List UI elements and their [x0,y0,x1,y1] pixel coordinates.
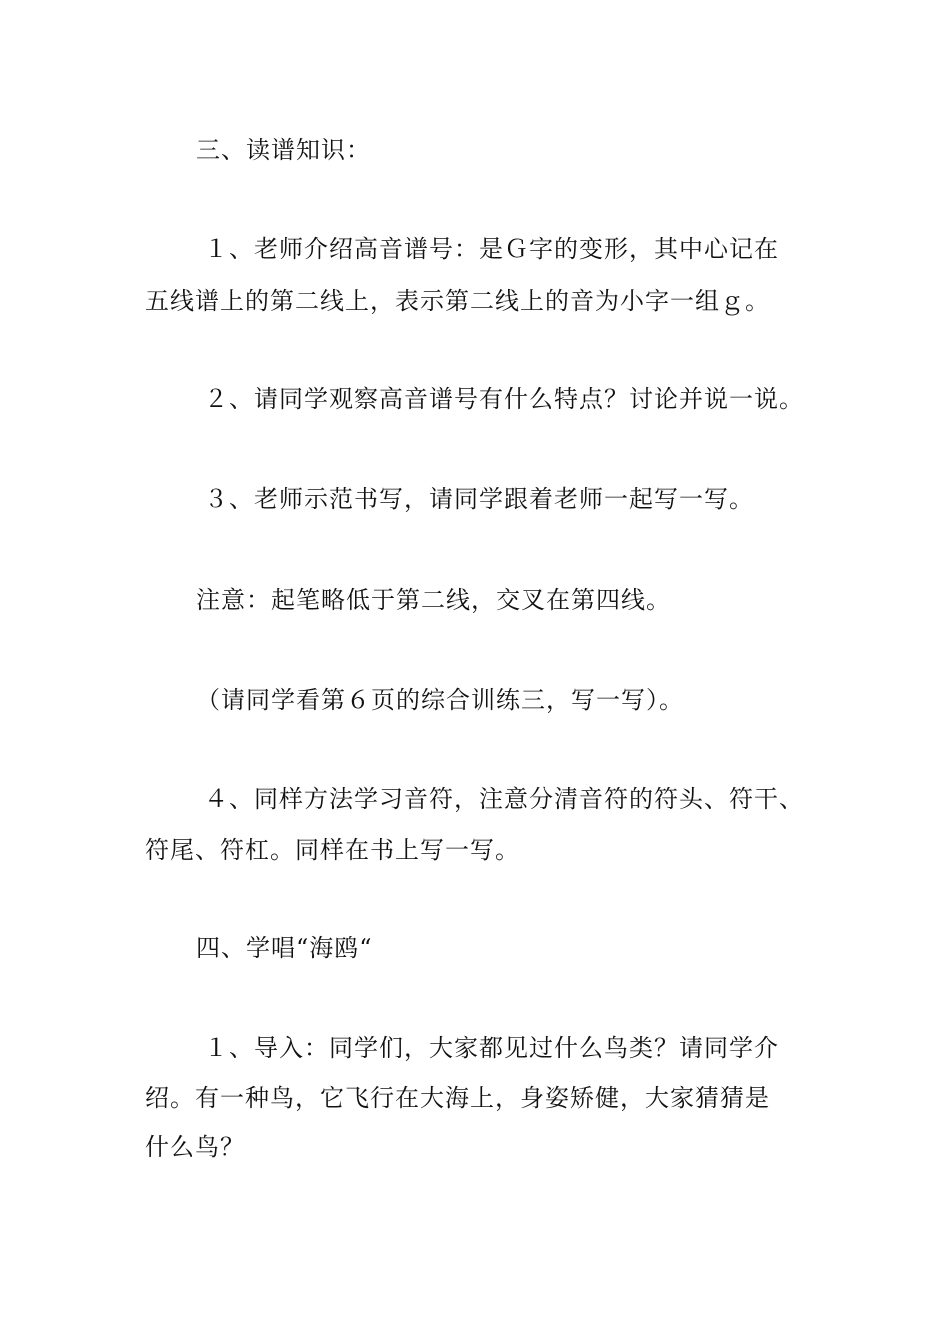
paragraph-line: １、导入：同学们，大家都见过什么鸟类？请同学介 [204,1034,779,1062]
paragraph-line: 什么鸟？ [145,1133,245,1161]
section-heading-reading-music: 三、读谱知识： [196,136,371,164]
paragraph-line: （请同学看第６页的综合训练三，写一写）。 [196,686,684,714]
paragraph-line: １、老师介绍高音谱号：是Ｇ字的变形，其中心记在 [204,235,779,263]
paragraph-line: ４、同样方法学习音符，注意分清音符的符头、符干、 [204,785,804,813]
section-heading-learn-song: 四、学唱“海鸥“ [196,934,373,962]
paragraph-line: 注意：起笔略低于第二线，交叉在第四线。 [196,586,671,614]
paragraph-line: 绍。有一种鸟，它飞行在大海上，身姿矫健，大家猜猜是 [145,1084,770,1112]
paragraph-line: ３、老师示范书写，请同学跟着老师一起写一写。 [204,485,754,513]
paragraph-line: 符尾、符杠。同样在书上写一写。 [145,836,520,864]
paragraph-line: ２、请同学观察高音谱号有什么特点？讨论并说一说。 [204,385,804,413]
paragraph-line: 五线谱上的第二线上，表示第二线上的音为小字一组ｇ。 [145,287,770,315]
